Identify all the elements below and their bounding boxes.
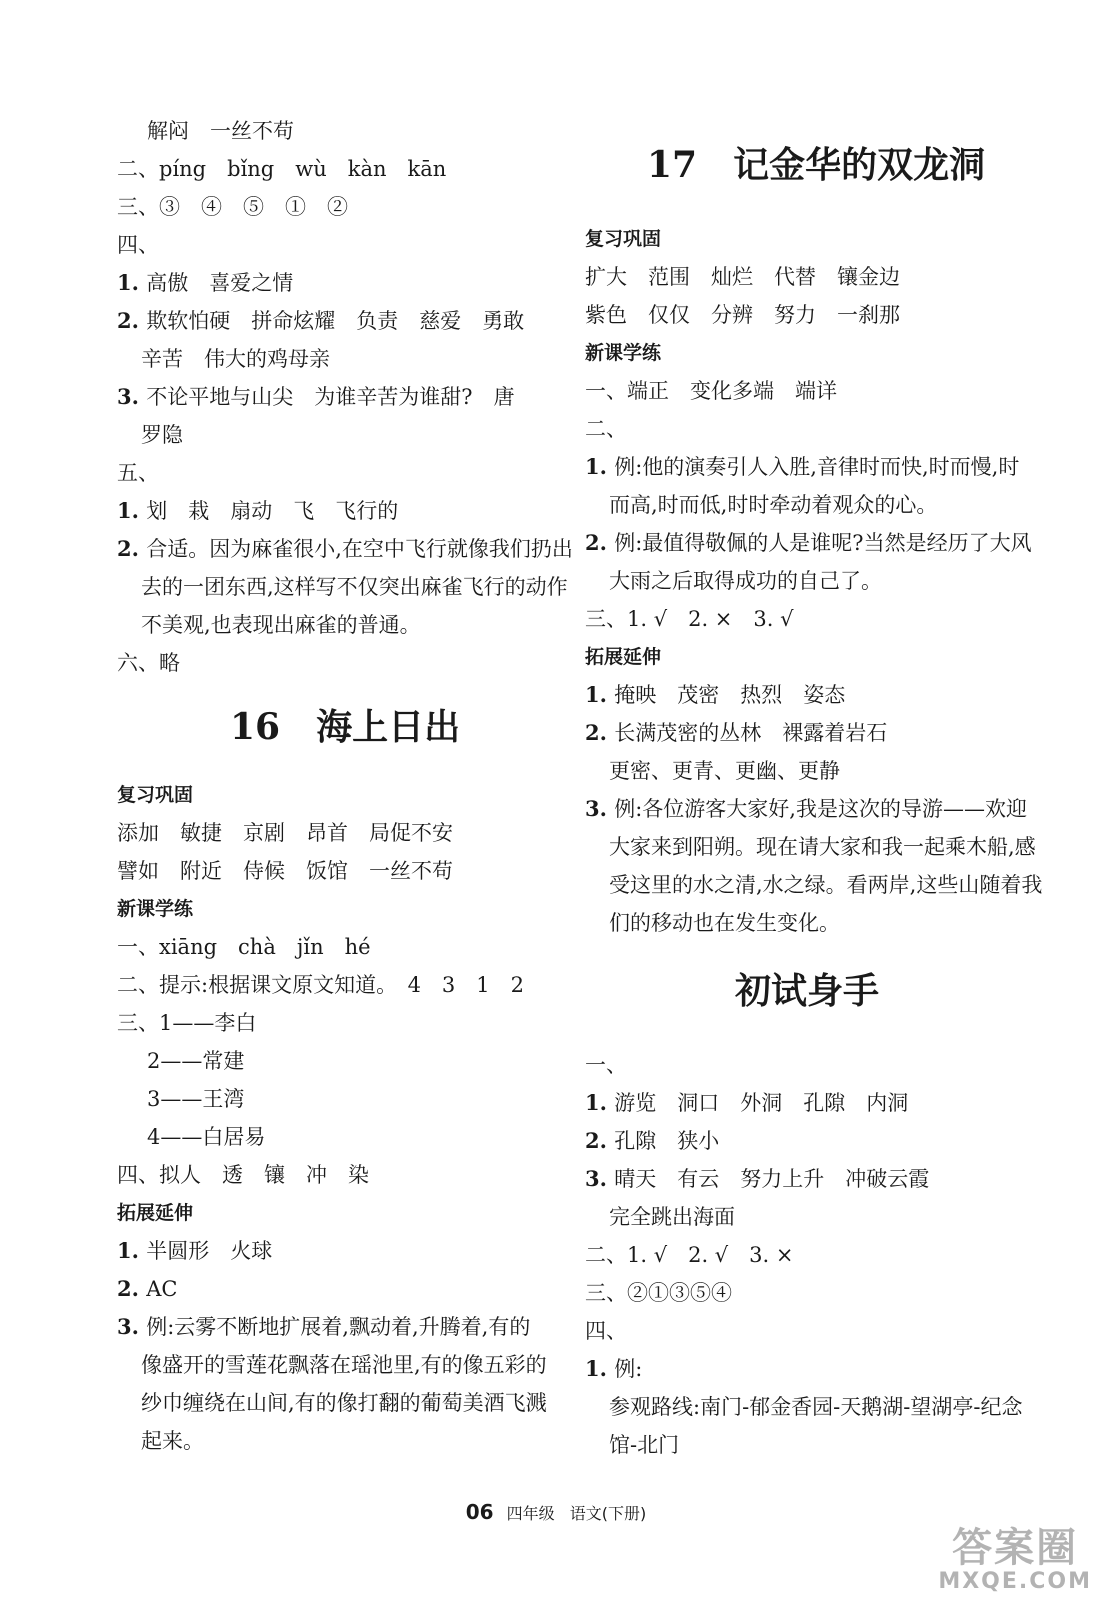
answer-line: 三、③ ④ ⑤ ① ② — [117, 195, 348, 219]
answer-line: 2. 长满茂密的丛林 裸露着岩石 — [585, 720, 888, 745]
answer-line: 三、1. √ 2. × 3. √ — [585, 607, 794, 631]
answer-line: 1. 掩映 茂密 热烈 姿态 — [585, 682, 846, 707]
answer-line: 起来。 — [141, 1429, 204, 1453]
answer-line: 五、 — [117, 461, 159, 485]
answer-line: 参观路线:南门-郁金香园-天鹅湖-望湖亭-纪念 — [609, 1395, 1023, 1419]
answer-line: 紫色 仅仅 分辨 努力 一刹那 — [585, 303, 900, 327]
page-footer — [0, 1500, 1112, 1524]
answer-line: 三、②①③⑤④ — [585, 1281, 732, 1305]
answer-line: 3. 例:云雾不断地扩展着,飘动着,升腾着,有的 — [117, 1314, 531, 1339]
answer-line: 馆-北门 — [609, 1433, 680, 1457]
answer-line: 二、提示:根据课文原文知道。 4 3 1 2 — [117, 973, 525, 997]
answer-line: 3——王湾 — [147, 1087, 245, 1111]
section-heading: 新课学练 — [117, 898, 194, 920]
watermark-url: MXQE.COM — [938, 1569, 1092, 1594]
section-heading: 复习巩固 — [117, 784, 194, 806]
watermark-text: 答案圈 — [952, 1525, 1079, 1571]
answer-line: 3. 晴天 有云 努力上升 冲破云霞 — [585, 1166, 930, 1191]
answer-line: 添加 敏捷 京剧 昂首 局促不安 — [117, 821, 453, 845]
answer-line: 大雨之后取得成功的自己了。 — [609, 569, 882, 593]
answer-line: 四、 — [117, 233, 159, 257]
answer-line: 而高,时而低,时时牵动着观众的心。 — [609, 493, 938, 517]
answer-line: 四、拟人 透 镶 冲 染 — [117, 1163, 369, 1187]
answer-line: 2. AC — [117, 1276, 178, 1301]
answer-line: 像盛开的雪莲花飘落在瑶池里,有的像五彩的 — [141, 1353, 547, 1377]
answer-line: 完全跳出海面 — [609, 1205, 735, 1229]
page-number: 06 — [465, 1500, 494, 1524]
answer-line: 一、xiāng chà jǐn hé — [117, 935, 371, 959]
answer-line: 大家来到阳朔。现在请大家和我一起乘木船,感 — [609, 835, 1036, 859]
answer-line: 六、略 — [117, 651, 180, 675]
answer-line: 1. 高傲 喜爱之情 — [117, 270, 294, 295]
section-heading: 复习巩固 — [585, 228, 662, 250]
answer-line: 们的移动也在发生变化。 — [609, 911, 840, 935]
answer-line: 不美观,也表现出麻雀的普通。 — [141, 613, 421, 637]
watermark-logo — [938, 1526, 1092, 1594]
section-heading: 拓展延伸 — [117, 1202, 194, 1224]
subject-label: 语文(下册) — [569, 1504, 647, 1523]
section-heading: 新课学练 — [585, 342, 662, 364]
answer-line: 1. 半圆形 火球 — [117, 1238, 273, 1263]
answer-line: 一、 — [585, 1053, 627, 1077]
answer-line: 二、píng bǐng wù kàn kān — [117, 157, 447, 181]
answer-line: 二、 — [585, 417, 627, 441]
answer-line: 1. 游览 洞口 外洞 孔隙 内洞 — [585, 1090, 909, 1115]
answer-line: 纱巾缠绕在山间,有的像打翻的葡萄美酒飞溅 — [141, 1391, 547, 1415]
grade-label: 四年级 — [506, 1504, 555, 1523]
answer-line: 更密、更青、更幽、更静 — [609, 759, 840, 783]
answer-line: 去的一团东西,这样写不仅突出麻雀飞行的动作 — [141, 575, 568, 599]
answer-line: 3. 例:各位游客大家好,我是这次的导游——欢迎 — [585, 796, 1027, 821]
answer-line: 1. 例:他的演奏引人入胜,音律时而快,时而慢,时 — [585, 454, 1020, 479]
lesson-title: 17 记金华的双龙洞 — [647, 144, 986, 186]
answer-line: 解闷 一丝不苟 — [147, 119, 294, 143]
lesson-title: 16 海上日出 — [230, 706, 461, 748]
section-heading: 拓展延伸 — [585, 646, 662, 668]
section-title: 初试身手 — [735, 970, 880, 1012]
answer-line: 辛苦 伟大的鸡母亲 — [141, 347, 330, 371]
answer-line: 罗隐 — [141, 423, 183, 447]
answer-line: 受这里的水之清,水之绿。看两岸,这些山随着我 — [609, 873, 1043, 897]
answer-line: 1. 例: — [585, 1356, 643, 1381]
answer-line: 三、1——李白 — [117, 1011, 257, 1035]
answer-line: 二、1. √ 2. √ 3. × — [585, 1243, 794, 1267]
answer-line: 2. 合适。因为麻雀很小,在空中飞行就像我们扔出 — [117, 536, 573, 561]
answer-line: 扩大 范围 灿烂 代替 镶金边 — [585, 265, 900, 289]
answer-line: 4——白居易 — [147, 1125, 266, 1149]
answer-line: 2. 孔隙 狭小 — [585, 1128, 720, 1153]
answer-line: 譬如 附近 侍候 饭馆 一丝不苟 — [117, 859, 453, 883]
answer-line: 一、端正 变化多端 端详 — [585, 379, 837, 403]
answer-line: 2. 例:最值得敬佩的人是谁呢?当然是经历了大风 — [585, 530, 1032, 555]
answer-line: 1. 划 栽 扇动 飞 飞行的 — [117, 498, 399, 523]
answer-line: 3. 不论平地与山尖 为谁辛苦为谁甜? 唐 — [117, 384, 515, 409]
answer-line: 2. 欺软怕硬 拼命炫耀 负责 慈爱 勇敢 — [117, 308, 525, 333]
answer-line: 2——常建 — [147, 1049, 245, 1073]
answer-line: 四、 — [585, 1319, 627, 1343]
